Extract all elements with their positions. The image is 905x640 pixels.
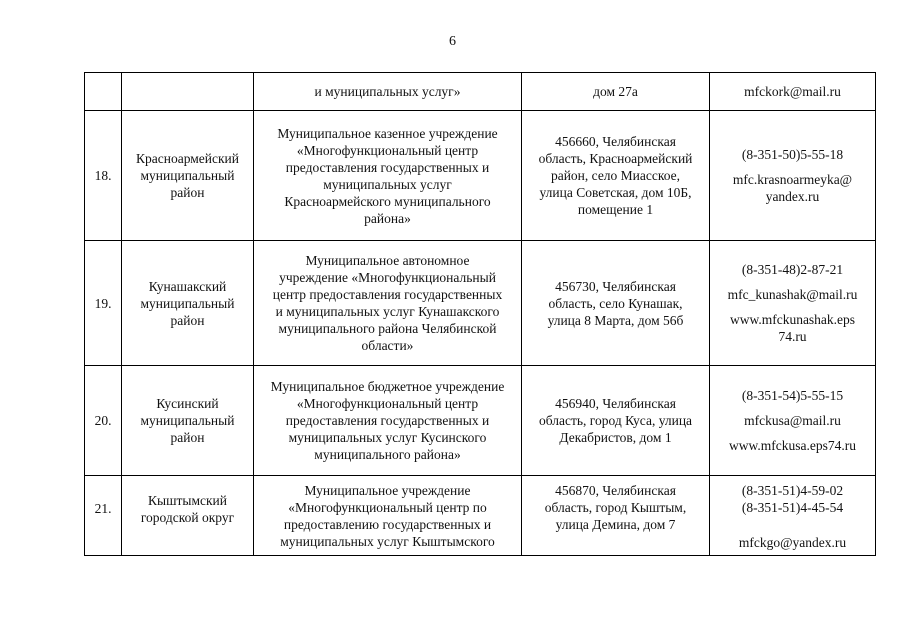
table-row (85, 111, 876, 241)
cell-institution (254, 111, 522, 241)
cell-num: 18. (85, 111, 122, 241)
institution-line: Муниципальное бюджетное учреждение (270, 379, 505, 394)
district-line: муниципальный (140, 413, 235, 428)
phone-text: (8-351-48)2-87-21 (741, 262, 844, 277)
institution-line: области» (361, 338, 414, 353)
cell-district (122, 476, 254, 556)
phone-text: (8-351-51)4-45-54 (741, 500, 844, 515)
table-row (85, 476, 876, 556)
cell-address (522, 111, 710, 241)
institution-line: предоставлению государственных и (283, 517, 492, 532)
address-line: район, село Миасское, (550, 168, 681, 183)
phone-text: (8-351-50)5-55-18 (741, 147, 844, 162)
address-line: 456730, Челябинская (555, 278, 676, 294)
cell-address: дом 27а (522, 73, 710, 111)
institution-line: Муниципальное казенное учреждение (277, 125, 498, 141)
institution-line: учреждение «Многофункциональный (279, 270, 496, 285)
institution-line: муниципального района Челябинской (278, 321, 497, 336)
institution-line: Муниципальное учреждение (304, 483, 471, 498)
cell-district (122, 111, 254, 241)
table-row-continuation (85, 73, 876, 111)
website-text: www.mfckusa.eps74.ru (729, 438, 856, 453)
address-line: область, город Куса, улица (538, 413, 693, 428)
institution-line: «Многофункциональный центр (296, 142, 479, 158)
page-number: 6 (449, 34, 456, 49)
address-line: помещение 1 (577, 202, 654, 217)
address-line: улица Советская, дом 10Б, (539, 185, 692, 200)
cell-contacts (710, 111, 876, 241)
cell-num: 20. (85, 366, 122, 476)
phone-text: (8-351-51)4-59-02 (741, 483, 844, 498)
email-text: mfckusa@mail.ru (744, 413, 841, 428)
district-line: муниципальный (140, 295, 235, 311)
email-text: yandex.ru (765, 189, 820, 204)
address-line: область, Красноармейский (538, 151, 693, 166)
institution-line: предоставления государственных и (285, 413, 490, 428)
address-line: улица 8 Марта, дом 56б (547, 312, 684, 328)
institution-line: района» (364, 210, 411, 226)
district-line: Кыштымский (148, 493, 227, 508)
cell-num: 19. (85, 241, 122, 366)
institution-line: предоставления государственных и (285, 159, 490, 175)
address-line: область, город Кыштым, (544, 500, 687, 515)
district-line: район (170, 430, 205, 445)
cell-district (122, 366, 254, 476)
district-line: Кусинский (156, 396, 219, 411)
institution-line: муниципальных услуг Кусинского (288, 430, 487, 445)
cell-contacts (710, 73, 876, 111)
email-text: mfckork@mail.ru (744, 84, 841, 99)
address-line: 456870, Челябинская (555, 483, 676, 498)
cell-contacts (710, 366, 876, 476)
address-line: Декабристов, дом 1 (559, 430, 672, 445)
cell-institution (254, 366, 522, 476)
cell-district (122, 73, 254, 111)
cell-num: 21. (85, 476, 122, 556)
district-line: Кунашакский (148, 278, 227, 294)
mfc-registry-table (84, 72, 876, 556)
email-text: mfckgo@yandex.ru (738, 535, 847, 550)
institution-line: муниципальных услуг Кыштымского (280, 534, 495, 549)
district-line: район (170, 185, 205, 200)
district-line: муниципальный (140, 168, 235, 183)
cell-address (522, 476, 710, 556)
website-text: 74.ru (778, 329, 807, 344)
address-line: 456660, Челябинская (555, 134, 676, 149)
institution-line: «Многофункциональный центр (296, 396, 479, 411)
institution-line: «Многофункциональный центр по (288, 500, 487, 515)
cell-contacts (710, 476, 876, 556)
cell-institution (254, 241, 522, 366)
table-row (85, 366, 876, 476)
institution-line: муниципального района» (314, 447, 461, 462)
cell-num (85, 73, 122, 111)
address-line: улица Демина, дом 7 (555, 517, 676, 532)
district-line: Красноармейский (135, 151, 239, 166)
email-text: mfc.krasnoarmeyka@ (732, 172, 853, 187)
cell-address (522, 241, 710, 366)
institution-line: и муниципальных услуг Кунашакского (275, 304, 500, 319)
address-line: 456940, Челябинская (555, 396, 676, 411)
institution-line: муниципальных услуг (323, 176, 452, 192)
institution-line: центр предоставления государственных (272, 287, 503, 302)
email-text: mfc_kunashak@mail.ru (727, 287, 858, 302)
cell-institution: и муниципальных услуг» (254, 73, 522, 111)
phone-text: (8-351-54)5-55-15 (741, 388, 844, 403)
cell-district (122, 241, 254, 366)
cell-address (522, 366, 710, 476)
address-line: область, село Кунашак, (548, 295, 683, 311)
institution-line: Красноармейского муниципального (284, 193, 491, 209)
district-line: район (170, 312, 205, 328)
website-text: www.mfckunashak.eps (729, 312, 856, 327)
cell-institution (254, 476, 522, 556)
cell-contacts (710, 241, 876, 366)
institution-line: Муниципальное автономное (305, 253, 470, 268)
district-line: городской округ (140, 510, 235, 525)
table-row (85, 241, 876, 366)
